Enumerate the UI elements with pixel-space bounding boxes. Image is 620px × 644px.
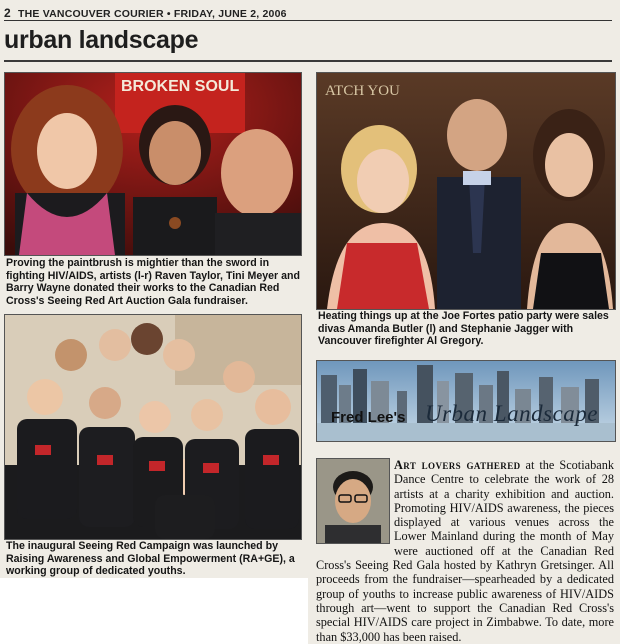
photo-patio-image [317, 73, 615, 309]
photo-patio-party [316, 72, 616, 310]
photo-artists-image [5, 73, 301, 255]
photo-youth-image [5, 315, 301, 539]
page-number: 2 [4, 6, 11, 20]
article-text: at the Scotiabank Dance Centre to celebrate the work of 28 artists at a charity exhibition and auction. Promoting HIV/AIDS awareness, the pieces displayed at various venues across the Lower Mainland during the month of May were auctioned off at the Canadian Red Cross's Seeing Red Gala hosted by Kathryn Gretsinger. All proceeds from the fundraiser—spearheaded by a dedicated group of youths to increase public awareness of HIV/AIDS through art—went to support the Canadian Red Cross's special HIV/AIDS care project in Zimbabwe. To date, more than $33,000 has been raised. [316, 458, 614, 644]
column-banner [316, 360, 616, 442]
issue-date: FRIDAY, JUNE 2, 2006 [173, 8, 287, 20]
article-body [316, 458, 614, 644]
photo-youth-group [4, 314, 302, 540]
photo-artists [4, 72, 302, 256]
masthead [4, 6, 612, 21]
masthead-separator: • [166, 8, 171, 20]
paper-name: THE VANCOUVER COURIER [18, 8, 164, 20]
section-rule [4, 60, 612, 62]
photo2-sign-text: ATCH YOU [325, 83, 400, 99]
blank-area [0, 578, 308, 644]
section-title: urban landscape [4, 26, 199, 54]
article-lead: Art lovers gathered [394, 458, 521, 472]
caption-artists: Proving the paintbrush is mightier than the sword in fighting HIV/AIDS, artists (l-r) Raven Taylor, Tini Meyer and Barry Wayne donated their works to the Canadian Red Cross's Seeing Red Art Auction Gala fundraiser. [6, 257, 300, 307]
banner-column-title: Urban Landscape [425, 401, 598, 426]
caption-youth-group: The inaugural Seeing Red Campaign was launched by Raising Awareness and Global Empowerment (RA+GE), a working group of dedicated youths. [6, 540, 295, 578]
article-float-spacer [316, 458, 394, 544]
caption-patio-party: Heating things up at the Joe Fortes patio party were sales divas Amanda Butler (l) and Stephanie Jagger with Vancouver firefighter Al Gregory. [318, 310, 609, 348]
banner-columnist-name: Fred Lee's [331, 409, 406, 426]
photo-sign-text: BROKEN SOUL [121, 78, 240, 95]
